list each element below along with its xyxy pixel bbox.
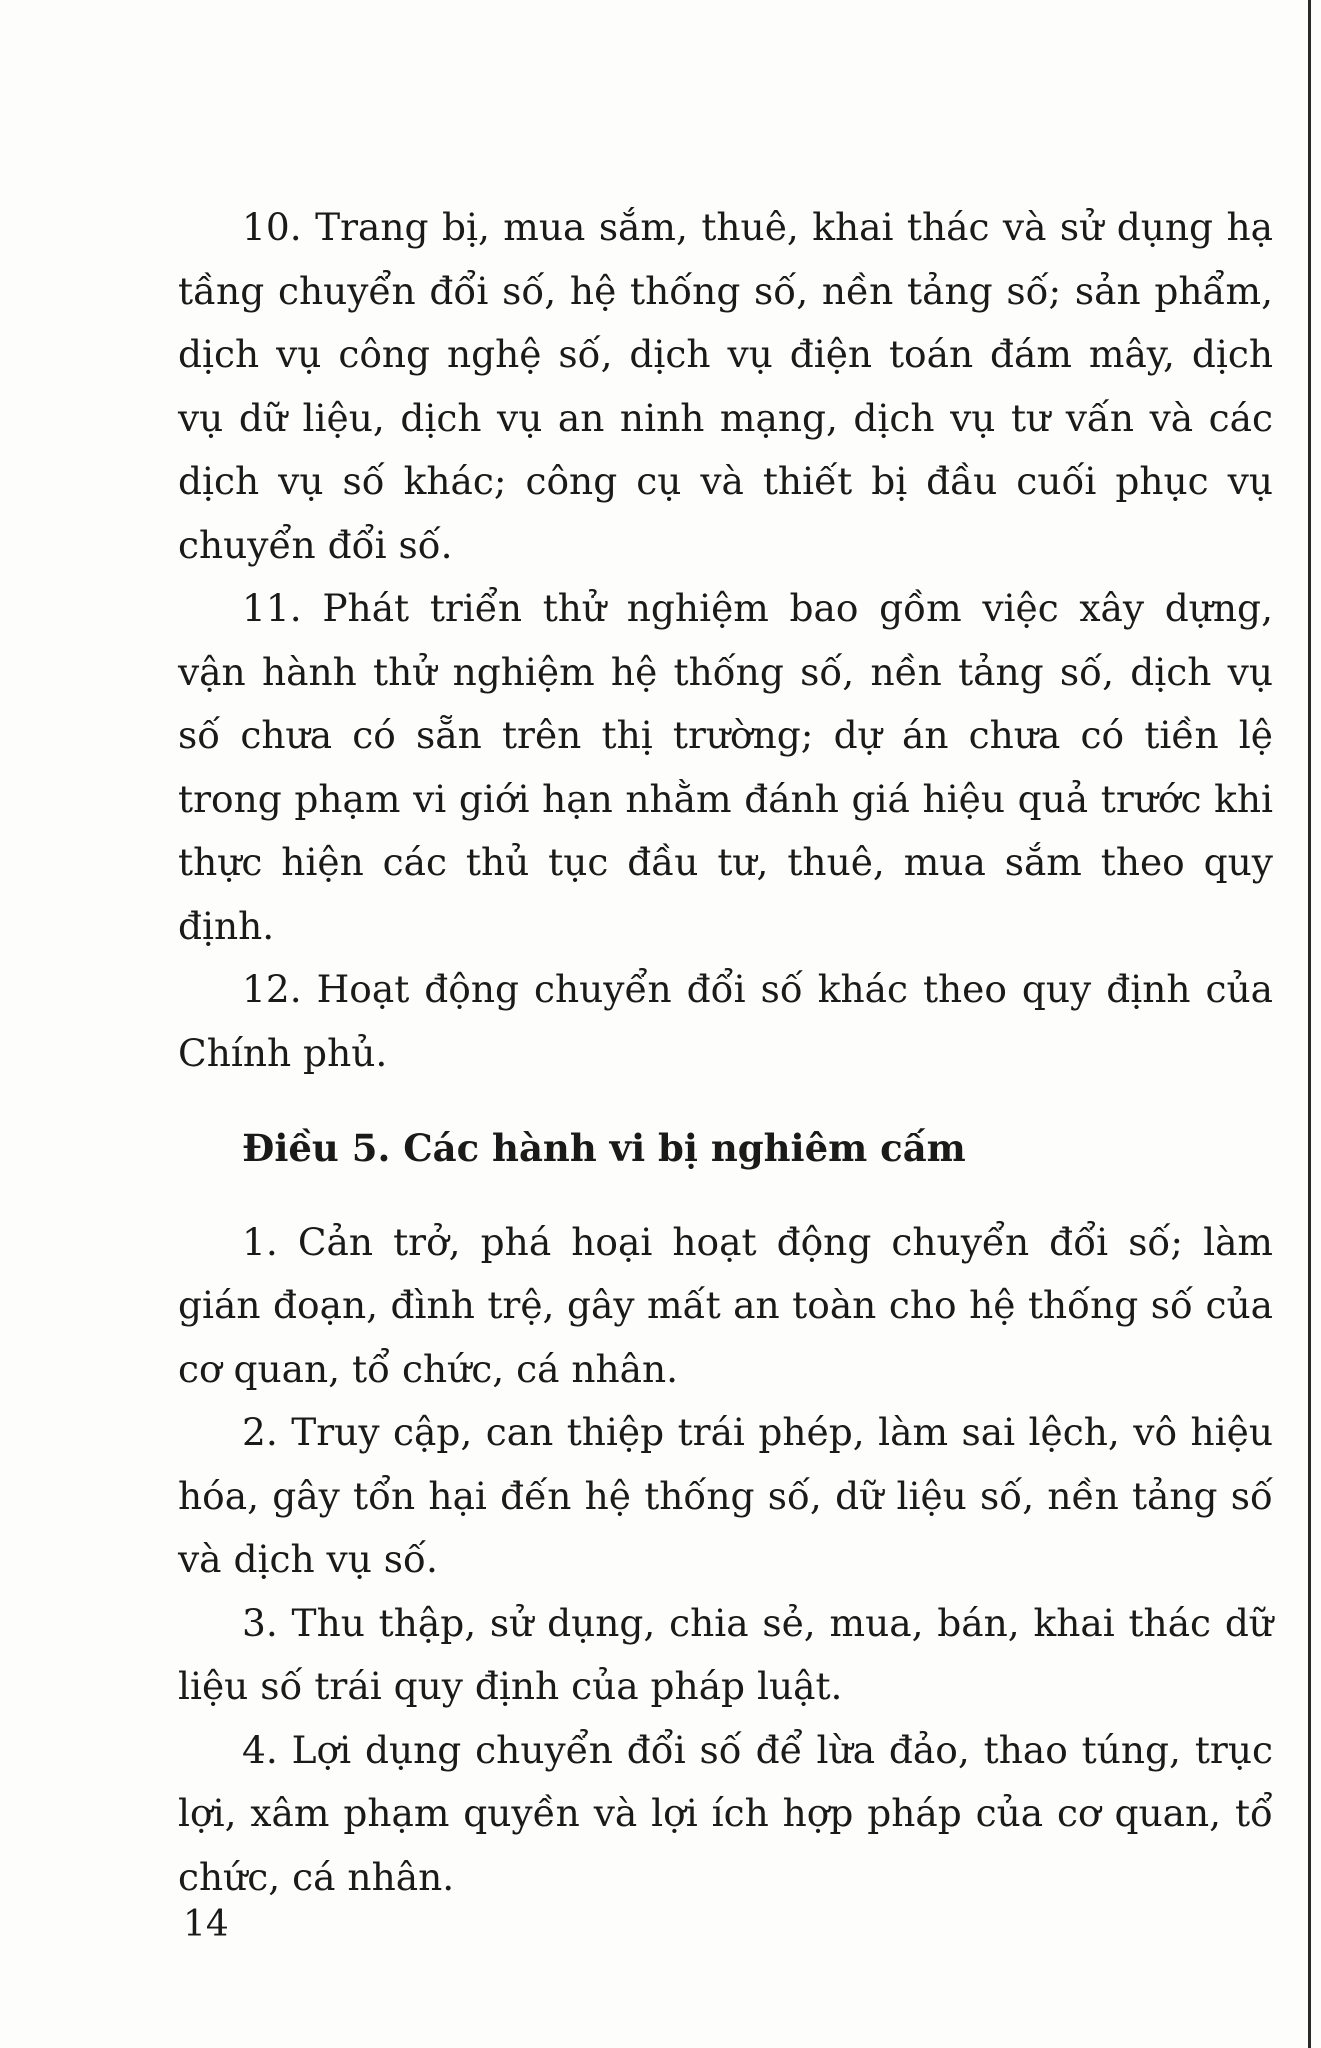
prohibited-act-2: 2. Truy cập, can thiệp trái phép, làm sai lệch, vô hiệu hóa, gây tổn hại đến hệ thống số, dữ liệu số, nền tảng số và dịch vụ số. [178,1410,1273,1581]
page-body [178,196,1273,1909]
paragraph-item-10: 10. Trang bị, mua sắm, thuê, khai thác và sử dụng hạ tầng chuyển đổi số, hệ thống số, nền tảng số; sản phẩm, dịch vụ công nghệ số, dịch vụ điện toán đám mây, dịch vụ dữ liệu, dịch vụ an ninh mạng, dịch vụ tư vấn và các dịch vụ số khác; công cụ và thiết bị đầu cuối phục vụ chuyển đổi số. [178,205,1273,567]
prohibited-act-1: 1. Cản trở, phá hoại hoạt động chuyển đổi số; làm gián đoạn, đình trệ, gây mất an toàn cho hệ thống số của cơ quan, tổ chức, cá nhân. [178,1219,1273,1391]
prohibited-act-4: 4. Lợi dụng chuyển đổi số để lừa đảo, thao túng, trục lợi, xâm phạm quyền và lợi ích hợp pháp của cơ quan, tổ chức, cá nhân. [178,1727,1273,1899]
page-number: 14 [183,1904,229,1945]
page-edge-line [1308,0,1311,2048]
article-heading: Điều 5. Các hành vi bị nghiêm cấm [242,1126,966,1170]
paragraph-item-12: 12. Hoạt động chuyển đổi số khác theo quy định của Chính phủ. [178,967,1273,1075]
prohibited-act-3: 3. Thu thập, sử dụng, chia sẻ, mua, bán, khai thác dữ liệu số trái quy định của pháp luật. [178,1600,1273,1708]
paragraph-item-11: 11. Phát triển thử nghiệm bao gồm việc xây dựng, vận hành thử nghiệm hệ thống số, nền tảng số, dịch vụ số chưa có sẵn trên thị trường; dự án chưa có tiền lệ trong phạm vi giới hạn nhằm đánh giá hiệu quả trước khi thực hiện các thủ tục đầu tư, thuê, mua sắm theo quy định. [178,586,1273,948]
